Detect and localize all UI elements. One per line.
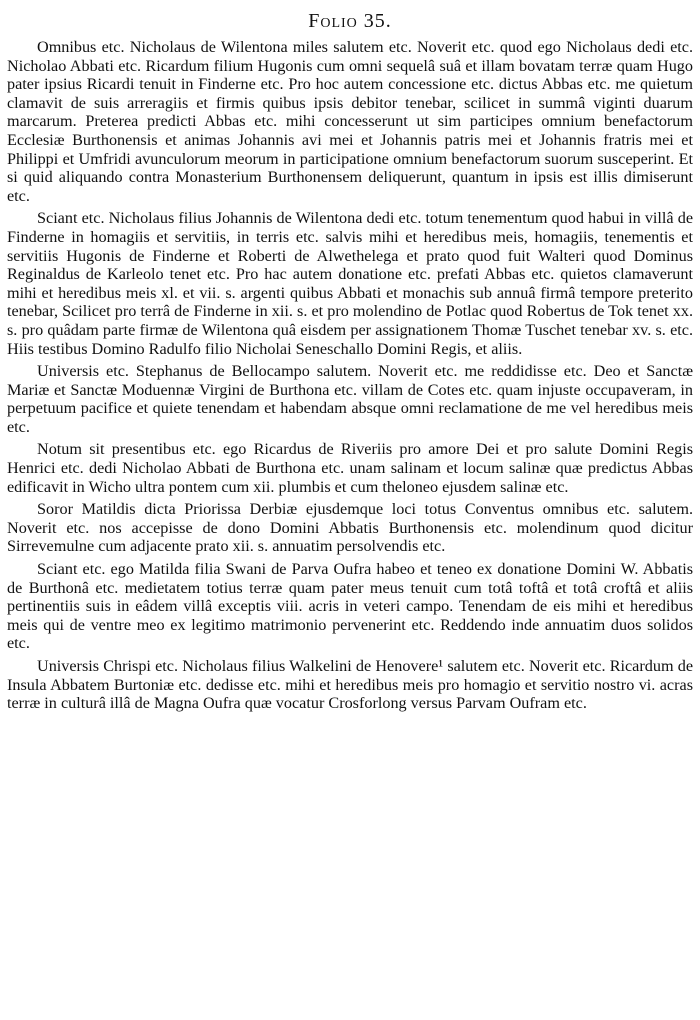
charter-paragraph-5: Soror Matildis dicta Priorissa Derbiæ ejusdemque loci totus Conventus omnibus etc. salutem. Noverit etc. nos accepisse de dono Domini Abbatis Burthonensis etc. molendinum quod dicitur Sirrevemulne cum adjacente prato xii. s. annuatim persolvendis etc. — [7, 500, 693, 556]
charter-paragraph-3: Universis etc. Stephanus de Bellocampo salutem. Noverit etc. me reddidisse etc. Deo et Sanctæ Mariæ et Sanctæ Moduennæ Virgini de Burthona etc. villam de Cotes etc. quam injuste occupaveram, in perpetuum pacifice et quiete tenendam et habendam absque omni reclamatione de me vel heredibus meis etc. — [7, 362, 693, 436]
charter-paragraph-7: Universis Chrispi etc. Nicholaus filius Walkelini de Henovere¹ salutem etc. Noverit etc. Ricardum de Insula Abbatem Burtoniæ etc. dedisse etc. mihi et heredibus meis pro homagio et servitio nostro vi. acras terræ in culturâ illâ de Magna Oufra quæ vocatur Crosforlong versus Parvam Oufram etc. — [7, 657, 693, 713]
charter-paragraph-4: Notum sit presentibus etc. ego Ricardus de Riveriis pro amore Dei et pro salute Domini Regis Henrici etc. dedi Nicholao Abbati de Burthona etc. unam salinam et locum salinæ quæ predictus Abbas edificavit in Wicho ultra pontem cum xii. plumbis et cum theloneo ejusdem salinæ etc. — [7, 440, 693, 496]
charter-paragraph-2: Sciant etc. Nicholaus filius Johannis de Wilentona dedi etc. totum tenementum quod habui in villâ de Finderne in homagiis et servitiis, in terris etc. salvis mihi et heredibus meis, homagiis, tenementis et servitiis Hugonis de Finderne et Roberti de Alwethelega et prato quod fuit Walteri quod Dominus Reginaldus de Karleolo tenet etc. Pro hac autem donatione etc. prefati Abbas etc. quietos clamaverunt mihi et heredibus meis xl. et vii. s. argenti quibus Abbati et monachis sub annuâ firmâ tempore preterito tenebar, Scilicet pro terrâ de Finderne in xii. s. et pro molendino de Potlac quod Robertus de Tok tenet xx. s. pro quâdam parte firmæ de Wilentona quâ eisdem per assignationem Thomæ Tuschet tenebar xv. s. etc. Hiis testibus Domino Radulfo filio Nicholai Seneschallo Domini Regis, et aliis. — [7, 209, 693, 358]
page-title: Folio 35. — [308, 10, 392, 32]
charter-paragraph-6: Sciant etc. ego Matilda filia Swani de Parva Oufra habeo et teneo ex donatione Domini W. Abbatis de Burthonâ etc. medietatem totius terræ quam pater meus tenuit cum totâ toftâ et totâ croftâ et aliis pertinentiis suis in eâdem villâ exceptis viii. acris in veteri campo. Tenendam de eis mihi et heredibus meis qui de ventre meo ex legitimo matrimonio pervenerint etc. Reddendo inde annuatim duos solidos etc. — [7, 560, 693, 653]
charter-paragraph-1: Omnibus etc. Nicholaus de Wilentona miles salutem etc. Noverit etc. quod ego Nicholaus dedi etc. Nicholao Abbati etc. Ricardum filium Hugonis cum omni sequelâ suâ et illam bovatam terræ quam Hugo pater ipsius Ricardi tenuit in Finderne etc. Pro hoc autem concessione etc. dictus Abbas etc. me quietum clamavit de suis arreragiis et firmis quibus ipsis debitor tenebar, scilicet in summâ viginti duarum marcarum. Preterea predicti Abbas etc. mihi concesserunt ut sim participes omnium benefactorum Ecclesiæ Burthonensis et animas Johannis avi mei et Johannis patris mei et Johannis fratris mei et Philippi et Umfridi avunculorum meorum in participatione omnium benefactorum suorum susceperint. Et si quid aliquando contra Monasterium Burthonensem deliquerunt, quantum in ipsis est illis dimiserunt etc. — [7, 38, 693, 205]
